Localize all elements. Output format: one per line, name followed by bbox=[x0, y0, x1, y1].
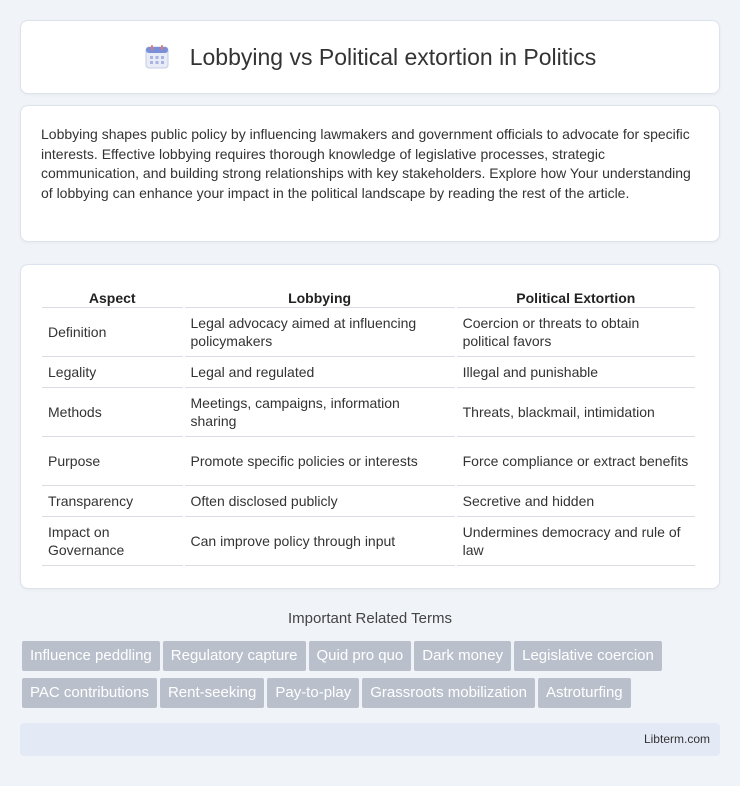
table-row bbox=[42, 437, 695, 486]
tag-astroturfing[interactable]: Astroturfing bbox=[538, 678, 631, 708]
comparison-table bbox=[40, 285, 697, 566]
header-card bbox=[20, 20, 720, 94]
tag-dark-money[interactable]: Dark money bbox=[414, 641, 511, 671]
tag-rent-seeking[interactable]: Rent-seeking bbox=[160, 678, 264, 708]
table-cell: Promote specific policies or interests bbox=[185, 437, 455, 486]
tag-regulatory-capture[interactable]: Regulatory capture bbox=[163, 641, 306, 671]
table-cell: Purpose bbox=[42, 437, 183, 486]
table-cell: Undermines democracy and rule of law bbox=[457, 517, 695, 566]
table-cell: Legality bbox=[42, 357, 183, 388]
table-row bbox=[42, 357, 695, 388]
comparison-card bbox=[20, 264, 720, 589]
tag-quid-pro-quo[interactable]: Quid pro quo bbox=[309, 641, 412, 671]
related-terms-list bbox=[22, 641, 722, 715]
table-cell: Illegal and punishable bbox=[457, 357, 695, 388]
tag-pac-contributions[interactable]: PAC contributions bbox=[22, 678, 157, 708]
table-row bbox=[42, 486, 695, 517]
tag-pay-to-play[interactable]: Pay-to-play bbox=[267, 678, 359, 708]
tag-influence-peddling[interactable]: Influence peddling bbox=[22, 641, 160, 671]
table-cell: Can improve policy through input bbox=[185, 517, 455, 566]
table-cell: Legal advocacy aimed at influencing policymakers bbox=[185, 308, 455, 357]
tag-grassroots-mobilization[interactable]: Grassroots mobilization bbox=[362, 678, 535, 708]
header-lobbying: Lobbying bbox=[185, 285, 455, 308]
intro-card bbox=[20, 105, 720, 242]
table-cell: Definition bbox=[42, 308, 183, 357]
footer bbox=[20, 723, 720, 756]
table-cell: Meetings, campaigns, information sharing bbox=[185, 388, 455, 437]
table-cell: Impact on Governance bbox=[42, 517, 183, 566]
table-row bbox=[42, 308, 695, 357]
header-aspect: Aspect bbox=[42, 285, 183, 308]
header-political-extortion: Political Extortion bbox=[457, 285, 695, 308]
table-row bbox=[42, 388, 695, 437]
table-cell: Coercion or threats to obtain political favors bbox=[457, 308, 695, 357]
calendar-icon bbox=[144, 44, 170, 70]
table-cell: Methods bbox=[42, 388, 183, 437]
table-cell: Threats, blackmail, intimidation bbox=[457, 388, 695, 437]
table-header-row bbox=[42, 285, 695, 308]
table-cell: Often disclosed publicly bbox=[185, 486, 455, 517]
table-cell: Transparency bbox=[42, 486, 183, 517]
table-cell: Legal and regulated bbox=[185, 357, 455, 388]
footer-link[interactable]: Libterm.com bbox=[643, 732, 710, 746]
table-row bbox=[42, 517, 695, 566]
tag-legislative-coercion[interactable]: Legislative coercion bbox=[514, 641, 662, 671]
table-cell: Force compliance or extract benefits bbox=[457, 437, 695, 486]
page-title: Lobbying vs Political extortion in Politics bbox=[189, 43, 597, 70]
related-terms-title: Important Related Terms bbox=[288, 610, 452, 627]
table-cell: Secretive and hidden bbox=[457, 486, 695, 517]
intro-text: Lobbying shapes public policy by influencing lawmakers and government officials to advocate for specific interests. Effective lobbying requires thorough knowledge of legislative processes, strategic communication, and building strong relationships with key stakeholders. Explore how Your understanding of lobbying can enhance your impact in the political landscape by reading the rest of the article. bbox=[41, 126, 691, 201]
